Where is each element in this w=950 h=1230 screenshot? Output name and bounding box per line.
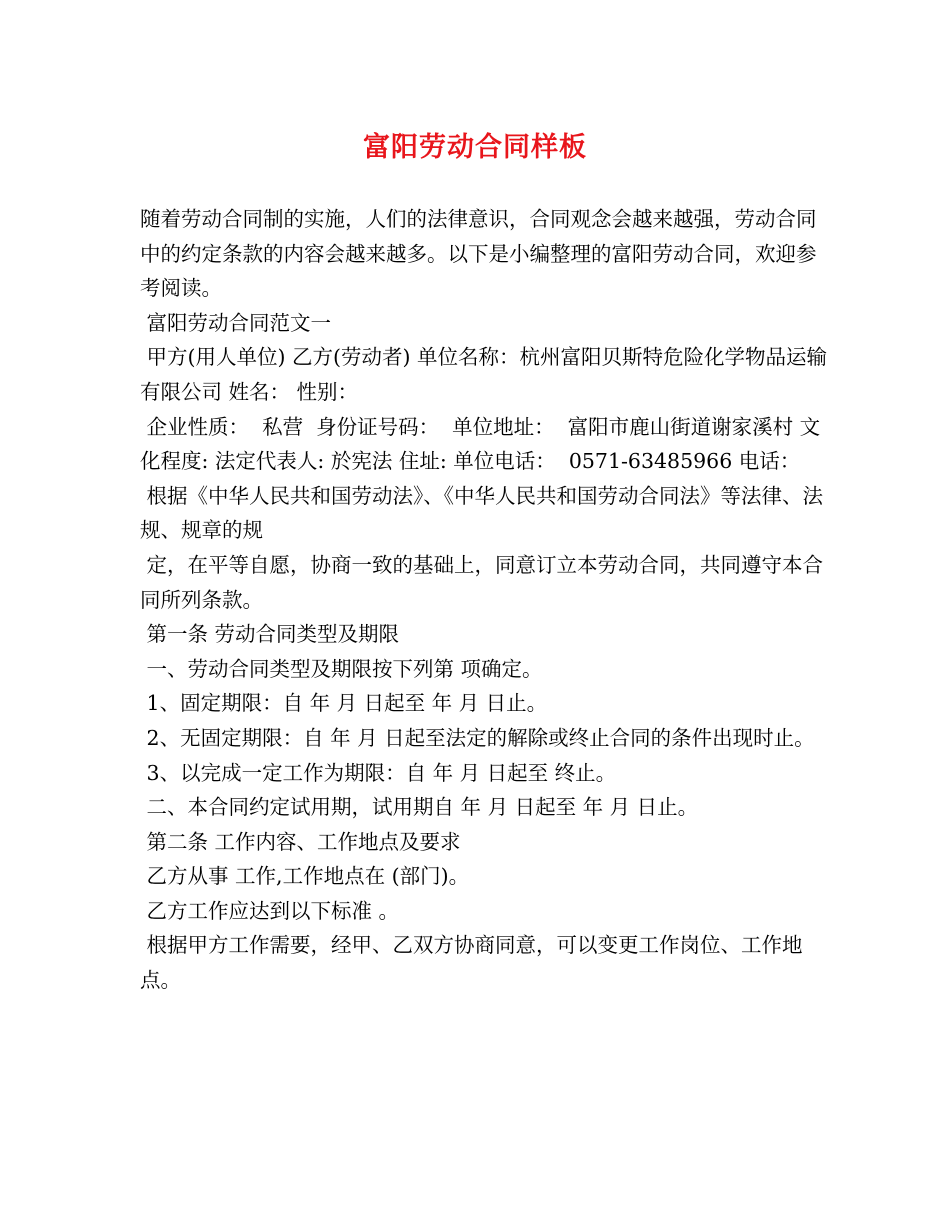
article-1-clause-2: 二、本合同约定试用期，试用期自 年 月 日起至 年 月 日止。 [140,795,699,820]
article-1-item-1: 1、固定期限：自 年 月 日起至 年 月 日止。 [140,691,548,716]
paragraph-legal-basis: 根据《中华人民共和国劳动法》、《中华人民共和国劳动合同法》等法律、法规、规章的规 [140,483,824,543]
paragraph-intro: 随着劳动合同制的实施，人们的法律意识，合同观念会越来越强，劳动合同中的约定条款的内容会越来越多。以下是小编整理的富阳劳动合同，欢迎参考阅读。 [140,207,817,301]
article-1-heading: 第一条 劳动合同类型及期限 [140,622,400,647]
article-1-item-2: 2、无固定期限：自 年 月 日起至法定的解除或终止合同的条件出现时止。 [140,725,815,750]
paragraph-parties: 甲方(用人单位) 乙方(劳动者) 单位名称：杭州富阳贝斯特危险化学物品运输有限公司 姓名： 性别： [140,345,828,404]
article-2-heading: 第二条 工作内容、工作地点及要求 [140,829,461,854]
paragraph-sample-heading: 富阳劳动合同范文一 [140,310,332,335]
article-2-change: 根据甲方工作需要，经甲、乙双方协商同意，可以变更工作岗位、工作地点。 [140,933,803,993]
paragraph-company-info: 企业性质： 私营 身份证号码： 单位地址： 富阳市鹿山街道谢家溪村 文化程度: 法定代表人: 於宪法 住址: 单位电话： 0571-63485966 电话： [140,414,821,474]
paragraph-agreement: 定，在平等自愿，协商一致的基础上，同意订立本劳动合同，共同遵守本合同所列条款。 [140,552,824,612]
article-2-work: 乙方从事 工作,工作地点在 (部门)。 [140,864,470,889]
article-1-clause-1: 一、劳动合同类型及期限按下列第 项确定。 [140,656,543,681]
document-body [140,202,830,998]
article-1-item-3: 3、以完成一定工作为期限：自 年 月 日起至 终止。 [140,760,617,785]
article-2-standard: 乙方工作应达到以下标准 。 [140,898,400,923]
document-title: 富阳劳动合同样板 [363,132,587,163]
